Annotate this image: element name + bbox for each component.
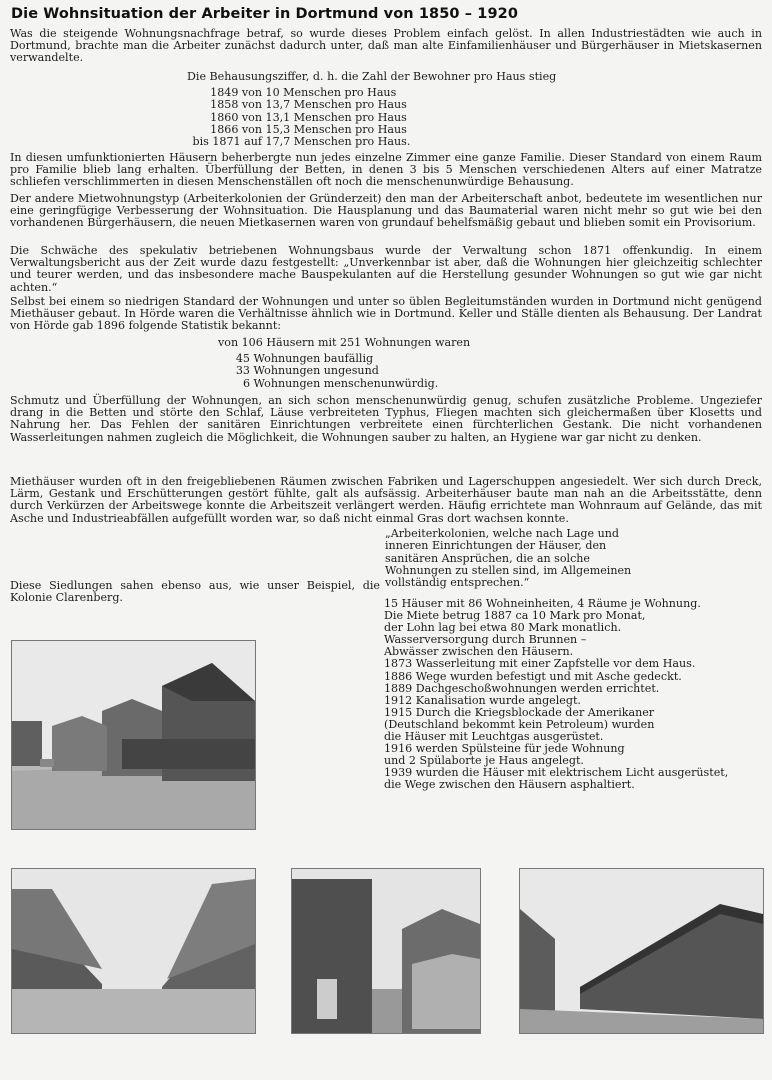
fact-item: Abwässer zwischen den Häusern. <box>384 645 574 659</box>
paragraph-hoerde: Selbst bei einem so niedrigen Standard der Wohnungen und unter so üblen Begleitumständen wurden in Dortmund nicht genügend Miethäuser gebaut. In Hörde waren die Verhältnisse ähnlich wie in Dortmund. Keller und Ställe dienten als Behausung. Der Landrat von Hörde gab 1896 folgende Statistik bekannt: <box>10 295 762 333</box>
statistics-heading: von 106 Häusern mit 251 Wohnungen waren <box>218 336 471 349</box>
fact-item: 1873 Wasserleitung mit einer Zapfstelle vor dem Haus. <box>384 657 696 671</box>
fact-item: 1912 Kanalisation wurde angelegt. <box>384 693 581 707</box>
fact-item: 1886 Wege wurden befestigt und mit Asche gedeckt. <box>384 669 682 683</box>
occupancy-row: 1858 von 13,7 Menschen pro Haus <box>210 98 407 112</box>
fact-item: die Häuser mit Leuchtgas ausgerüstet. <box>384 730 604 744</box>
statistics-list <box>220 353 438 390</box>
fact-item: 1915 Durch die Kriegsblockade der Amerikaner <box>384 705 655 719</box>
fact-item: 1939 wurden die Häuser mit elektrischem Licht ausgerüstet, <box>384 766 729 780</box>
fact-item: (Deutschland bekommt kein Petroleum) wurden <box>384 717 655 731</box>
photo-colony-alley <box>11 868 256 1034</box>
fact-item: 1916 werden Spülsteine für jede Wohnung <box>384 742 625 756</box>
occupancy-list <box>142 87 410 148</box>
paragraph-speculation: Die Schwäche des spekulativ betriebenen Wohnungsbaus wurde der Verwaltung schon 1871 offenkundig. In einem Verwaltungsbericht aus der Zeit wurde dazu festgestellt: „Unverkennbar ist aber, daß die Wohnungen hier gleichzeitig schlechter und teurer werden, und das insbesondere mache Bauspekulanten auf die Herstellung gesunder Wohnungen so gut wie gar nicht achten.“ <box>10 244 762 294</box>
intro-paragraph: Was die steigende Wohnungsnachfrage betraf, so wurde dieses Problem einfach gelöst. In allen Industriestädten wie auch in Dortmund, brachte man die Arbeiter zunächst dadurch unter, daß man alte Einfamilienhäuser und Bürgerhäuser in Mietskasernen verwandelte. <box>10 27 762 65</box>
fact-item: die Wege zwischen den Häusern asphaltiert. <box>384 778 635 792</box>
paragraph-clarenberg: Diese Siedlungen sahen ebenso aus, wie unser Beispiel, die Kolonie Clarenberg. <box>10 579 380 605</box>
fact-item: 1889 Dachgeschoßwohnungen werden errichtet. <box>384 681 660 695</box>
statistics-row: 33 Wohnungen ungesund <box>235 364 379 378</box>
fact-item: Wasserversorgung durch Brunnen – <box>384 633 587 647</box>
statistics-row: 6 Wohnungen menschenunwürdig. <box>242 376 439 390</box>
occupancy-row: 1866 von 15,3 Menschen pro Haus <box>210 122 407 136</box>
page-title: Die Wohnsituation der Arbeiter in Dortmund von 1850 – 1920 <box>11 6 519 22</box>
occupancy-heading: Die Behausungsziffer, d. h. die Zahl der Bewohner pro Haus stieg <box>187 70 557 83</box>
clarenberg-facts-list <box>384 598 764 792</box>
paragraph-hygiene: Schmutz und Überfüllung der Wohnungen, an sich schon menschenunwürdig genug, schufen zusätzliche Probleme. Ungeziefer drang in die Betten und störte den Schlaf, Läuse verbreiteten Typhus, Fliegen machten sich gleichermaßen über Klosetts und Nahrung her. Das Fehlen der sanitären Einrichtungen verbreitete einen fürchterlichen Gestank. Die nicht vorhandenen Wasserleitungen nahmen zugleich die Möglichkeit, die Wohnungen sauber zu halten, an Hygiene war gar nicht zu denken. <box>10 394 762 444</box>
quote-block: „Arbeiterkolonien, welche nach Lage und inneren Einrichtungen der Häuser, den sanitären Ansprüchen, die an solche Wohnungen zu stellen sind, im Allgemeinen vollständig entsprechen.“ <box>385 527 632 590</box>
paragraph-factories: Miethäuser wurden oft in den freigebliebenen Räumen zwischen Fabriken und Lagerschuppen angesiedelt. Wer sich durch Dreck, Lärm, Gestank und Erschütterungen gestört fühlte, galt als aufsässig. Arbeiterhäuser baute man nah an die Arbeitsstätte, denn durch Verkürzen der Arbeitswege konnte die Arbeitszeit verlängert werden. Häufig errichtete man Wohnraum auf Gelände, das mit Asche und Industrieabfällen aufgefüllt worden war, so daß nicht einmal Gras dort wachsen konnte. <box>10 475 762 525</box>
fact-item: 15 Häuser mit 86 Wohneinheiten, 4 Räume je Wohnung. <box>384 597 701 610</box>
occupancy-row: bis 1871 auf 17,7 Menschen pro Haus. <box>192 135 411 149</box>
photo-colony-courtyard <box>291 868 481 1034</box>
paragraph-families: In diesen umfunktionierten Häusern beherbergte nun jedes einzelne Zimmer eine ganze Familie. Dieser Standard von einem Raum pro Familie blieb lang erhalten. Überfüllung der Betten, in denen 3 bis 5 Menschen verschiedenen Alters auf einer Matratze schliefen verschlimmerten in diesen Menschenställen oft noch die menschenunwürdige Behausung. <box>10 151 762 189</box>
fact-item: Die Miete betrug 1887 ca 10 Mark pro Monat, <box>384 609 646 623</box>
statistics-row: 45 Wohnungen baufällig <box>235 352 374 365</box>
paragraph-colonies: Der andere Mietwohnungstyp (Arbeiterkolonien der Gründerzeit) den man der Arbeiterschaft anbot, bedeutete im wesentlichen nur eine geringfügige Verbesserung der Wohnsituation. Die Hausplanung und das Baumaterial waren nicht mehr so gut wie bei den vorhandenen Bürgerhäusern, die neuen Mietkasernen waren von grundauf behelfsmäßig gebaut und blieben somit ein Provisorium. <box>10 192 762 230</box>
fact-item: und 2 Spülaborte je Haus angelegt. <box>384 754 584 768</box>
fact-item: der Lohn lag bei etwa 80 Mark monatlich. <box>384 621 622 635</box>
photo-colony-street <box>11 640 256 830</box>
photo-colony-row-houses <box>519 868 764 1034</box>
occupancy-row: 1860 von 13,1 Menschen pro Haus <box>210 110 407 124</box>
occupancy-row: 1849 von 10 Menschen pro Haus <box>210 86 397 99</box>
